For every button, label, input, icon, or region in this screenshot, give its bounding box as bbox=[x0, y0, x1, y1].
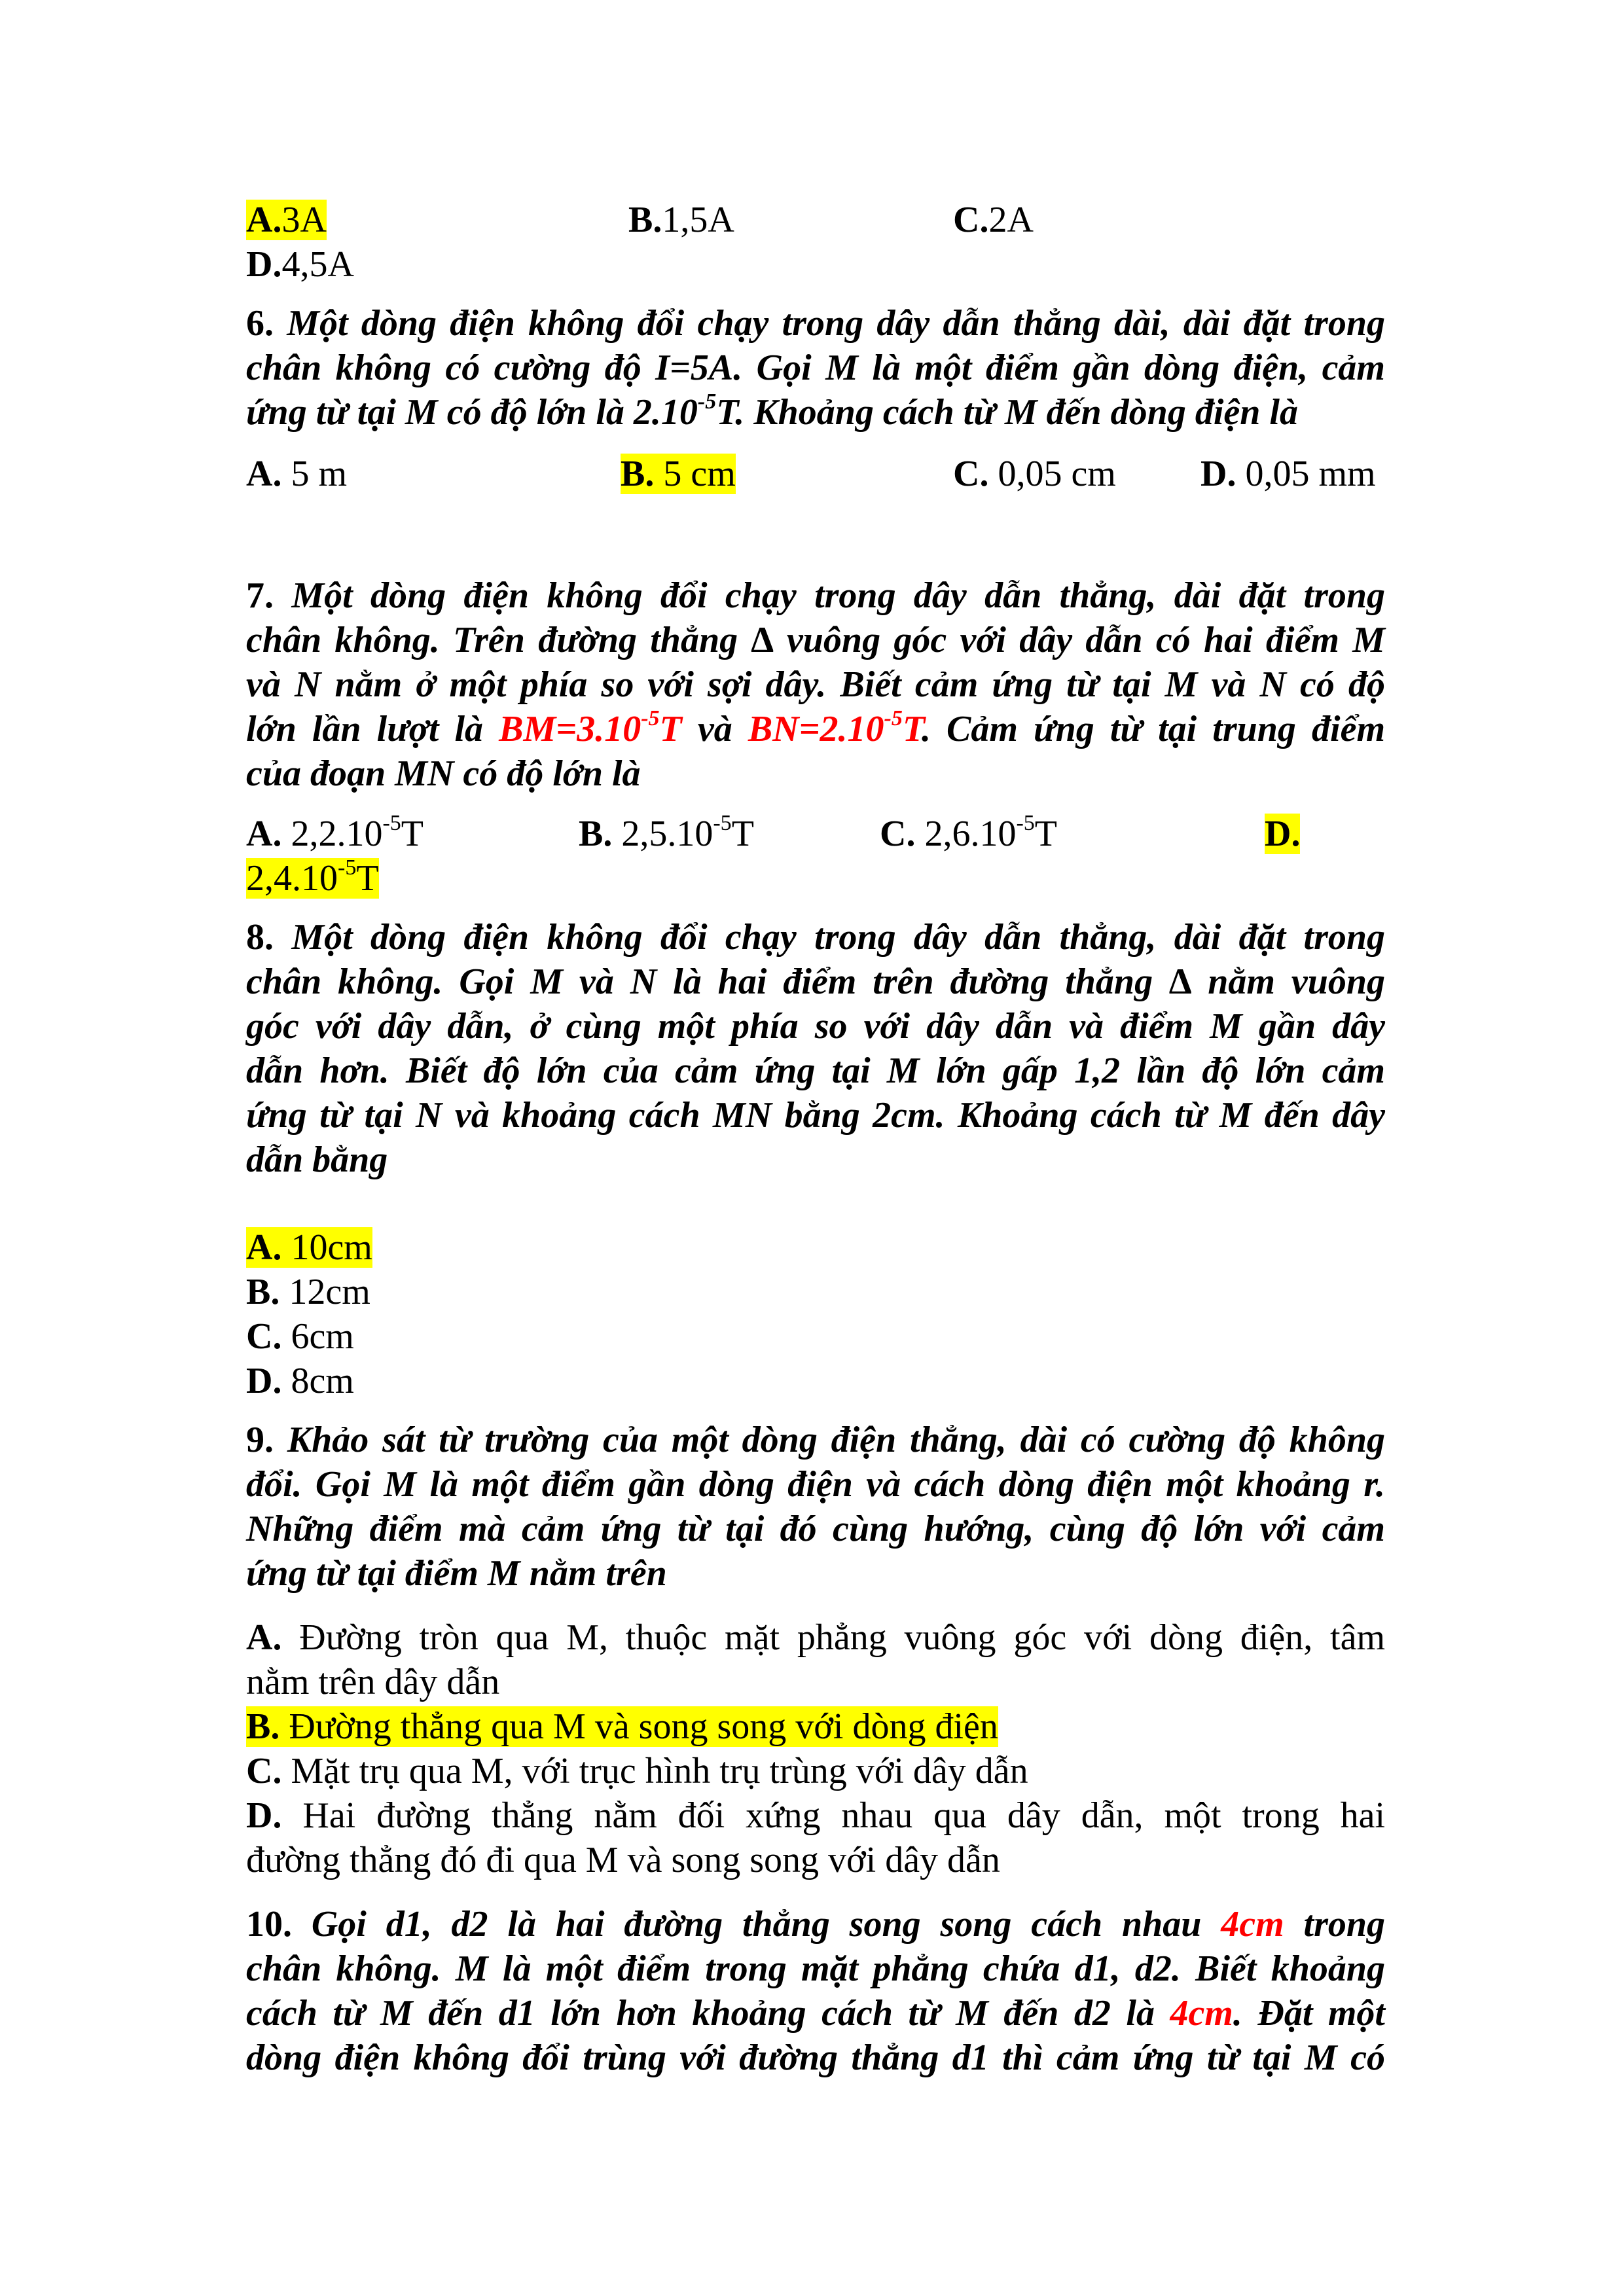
option-label: D. bbox=[246, 244, 282, 285]
q6-stem-line-1: 6. Một dòng điện không đổi chạy trong dây dẫn thẳng dài, dài đặt trong bbox=[246, 303, 1385, 344]
q10-stem-line-1: 10. Gọi d1, d2 là hai đường thẳng song song cách nhau 4cm trong bbox=[246, 1904, 1386, 1945]
question-number: 6 bbox=[246, 303, 264, 344]
q8-option-b: B. 12cm bbox=[246, 1272, 370, 1312]
q7-stem-line-4: lớn lần lượt là $BM=3.10^{-5}T$ và $BN=2.10^{-5}T$. Cảm ứng từ tại trung điểm bbox=[246, 706, 1385, 749]
option-text: 3A bbox=[281, 200, 327, 240]
option-label: B. bbox=[628, 200, 662, 240]
q6-stem-line-3: ứng từ tại M có độ lớn là $2.10^{-5}T$. Khoảng cách từ M đến dòng điện là bbox=[246, 389, 1298, 433]
option-label: A. bbox=[246, 200, 282, 240]
q9-option-d-line-1: D. Hai đường thẳng nằm đối xứng nhau qua dây dẫn, một trong hai bbox=[246, 1795, 1386, 1836]
q9-stem-line-2: đổi. Gọi M là một điểm gần dòng điện và cách dòng điện một khoảng r. bbox=[246, 1464, 1385, 1505]
q9-option-d-line-2: đường thẳng đó đi qua M và song song với dây dẫn bbox=[246, 1840, 1000, 1880]
q7-option-d-text: $2,4.10^{-5}T$ bbox=[246, 855, 379, 899]
question-number: 10 bbox=[246, 1904, 283, 1945]
q6-option-a: A. 5 m bbox=[246, 454, 348, 494]
q9-option-b: B. Đường thẳng qua M và song song với dòng điện bbox=[246, 1706, 998, 1747]
q5-option-d bbox=[246, 242, 354, 287]
q7-stem-line-5: của đoạn MN có độ lớn là bbox=[246, 753, 641, 794]
q10-stem-line-4: dòng điện không đổi trùng với đường thẳng d1 thì cảm ứng từ tại M có bbox=[246, 2037, 1385, 2078]
q6-option-b: B. 5 cm bbox=[621, 454, 736, 494]
q8-stem-line-2: chân không. Gọi M và N là hai điểm trên đường thẳng ∆ nằm vuông bbox=[246, 961, 1385, 1002]
q6-stem-line-2: chân không có cường độ I=5A. Gọi M là một điểm gần dòng điện, cảm bbox=[246, 348, 1385, 388]
q5-option-b bbox=[628, 198, 734, 242]
q9-option-a-line-1: A. Đường tròn qua M, thuộc mặt phẳng vuông góc với dòng điện, tâm bbox=[246, 1617, 1386, 1658]
q6-option-d: D. 0,05 mm bbox=[1200, 454, 1376, 494]
q9-option-a-line-2: nằm trên dây dẫn bbox=[246, 1662, 500, 1702]
question-number: 7 bbox=[246, 575, 264, 616]
option-text: 2A bbox=[988, 200, 1034, 240]
q8-stem-line-4: dẫn hơn. Biết độ lớn của cảm ứng tại M lớn gấp 1,2 lần độ lớn cảm bbox=[246, 1050, 1385, 1091]
q9-stem-line-1: 9. Khảo sát từ trường của một dòng điện thẳng, dài có cường độ không bbox=[246, 1420, 1386, 1460]
question-number: 9 bbox=[246, 1420, 264, 1460]
option-text: 4,5A bbox=[281, 244, 354, 285]
q7-stem-line-2: chân không. Trên đường thẳng ∆ vuông góc với dây dẫn có hai điểm M bbox=[246, 620, 1385, 660]
q7-stem-line-1: 7. Một dòng điện không đổi chạy trong dây dẫn thẳng, dài đặt trong bbox=[246, 575, 1386, 616]
q8-stem-line-5: ứng từ tại N và khoảng cách MN bằng 2cm. Khoảng cách từ M đến dây bbox=[246, 1095, 1385, 1136]
q7-option-b: B. $2,5.10^{-5}T$ bbox=[579, 811, 754, 854]
q8-option-d: D. 8cm bbox=[246, 1361, 354, 1401]
q8-stem-line-1: 8. Một dòng điện không đổi chạy trong dây dẫn thẳng, dài đặt trong bbox=[246, 917, 1386, 958]
option-label: C. bbox=[953, 200, 989, 240]
q9-stem-line-4: ứng từ tại điểm M nằm trên bbox=[246, 1553, 667, 1594]
q9-stem-line-3: Những điểm mà cảm ứng từ tại đó cùng hướng, cùng độ lớn với cảm bbox=[246, 1509, 1385, 1549]
q6-option-c: C. 0,05 cm bbox=[953, 454, 1116, 494]
q9-option-c: C. Mặt trụ qua M, với trục hình trụ trùng với dây dẫn bbox=[246, 1751, 1028, 1791]
q10-stem-line-3: cách từ M đến d1 lớn hơn khoảng cách từ M đến d2 là 4cm. Đặt một bbox=[246, 1993, 1385, 2034]
q8-option-c: C. 6cm bbox=[246, 1316, 354, 1357]
question-number: 8 bbox=[246, 917, 264, 958]
q7-option-a: A. $2,2.10^{-5}T$ bbox=[246, 811, 424, 854]
q5-option-a bbox=[246, 198, 327, 242]
option-text: 1,5A bbox=[662, 200, 734, 240]
q7-stem-line-3: và N nằm ở một phía so với sợi dây. Biết cảm ứng từ tại M và N có độ bbox=[246, 664, 1385, 705]
q7-option-d-label: D. bbox=[1265, 814, 1301, 854]
q5-option-c bbox=[953, 198, 1034, 242]
q8-option-a: A. 10cm bbox=[246, 1227, 372, 1268]
q7-option-c: C. $2,6.10^{-5}T$ bbox=[880, 811, 1057, 854]
q8-stem-line-3: góc với dây dẫn, ở cùng một phía so với dây dẫn và điểm M gần dây bbox=[246, 1006, 1385, 1047]
q10-stem-line-2: chân không. M là một điểm trong mặt phẳng chứa d1, d2. Biết khoảng bbox=[246, 1948, 1385, 1989]
q8-stem-line-6: dẫn bằng bbox=[246, 1139, 388, 1180]
